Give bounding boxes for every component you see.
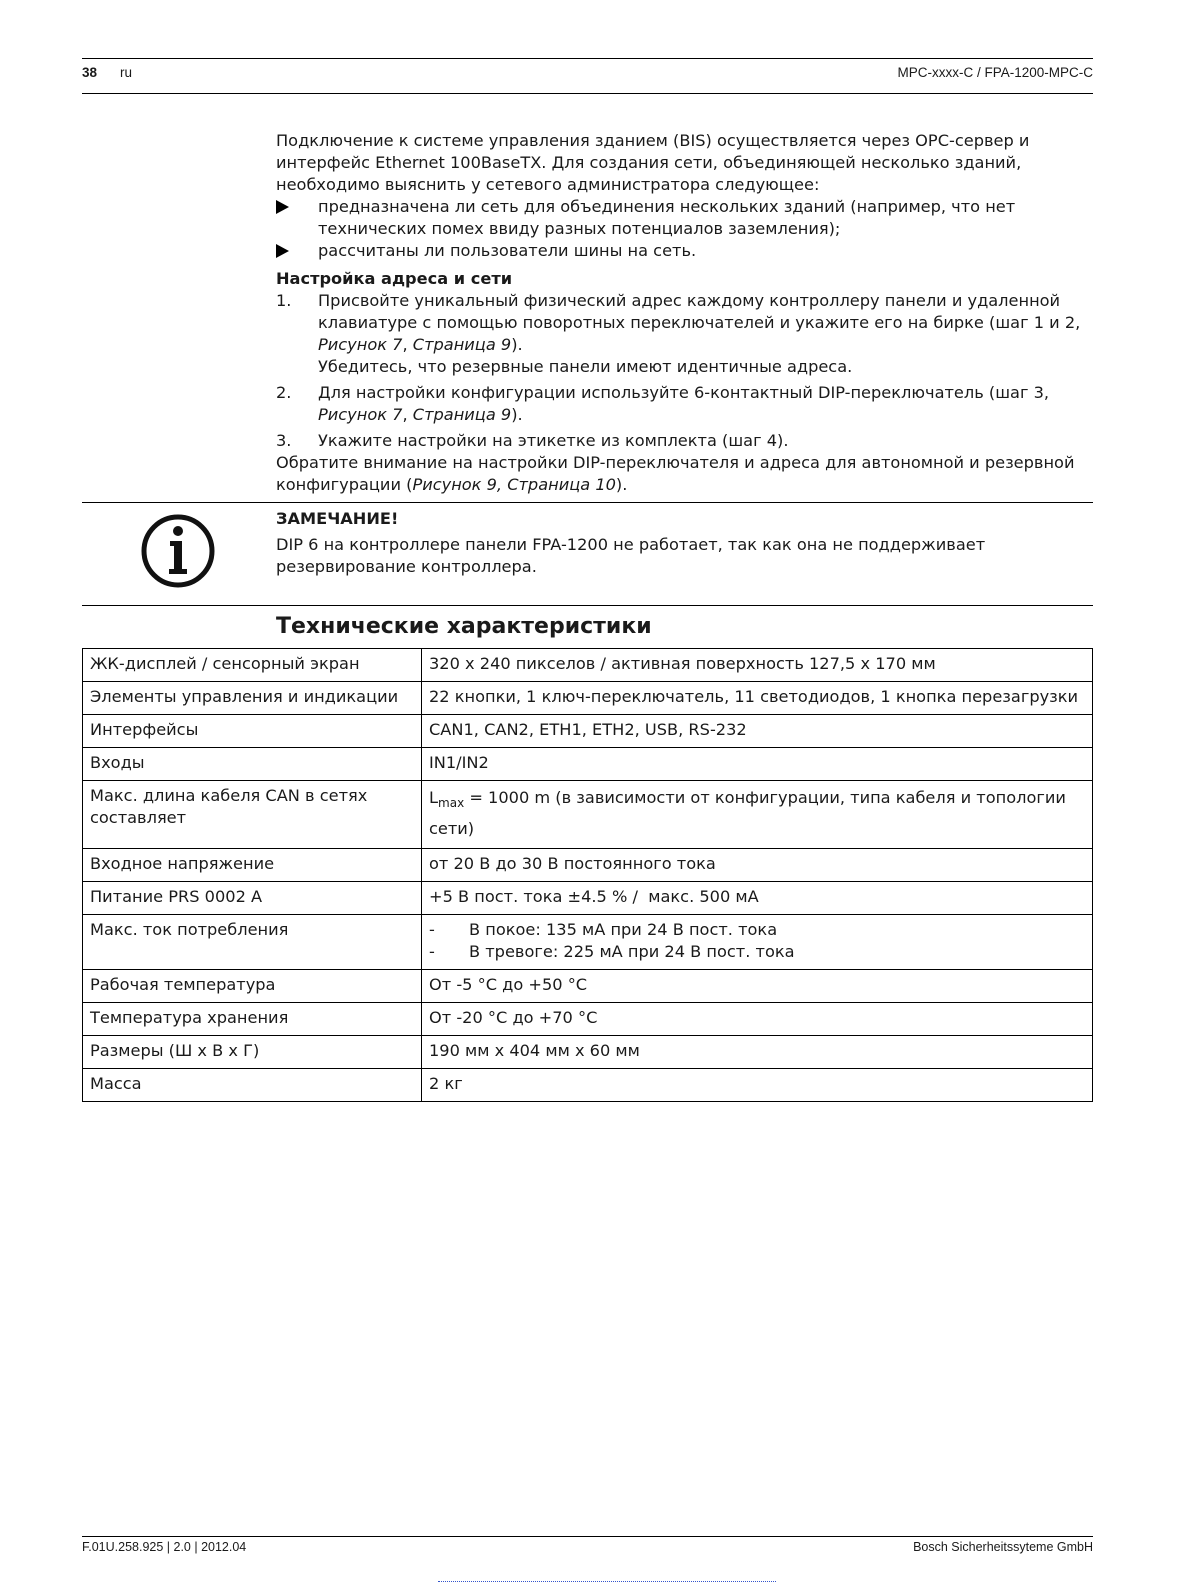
list-item: - В покое: 135 мА при 24 В пост. тока — [429, 920, 778, 940]
figure-ref[interactable]: Рисунок 7 — [318, 405, 403, 424]
header-page-number: 38 — [82, 65, 98, 80]
table-row: Макс. ток потребления - В покое: 135 мА при 24 В пост. тока - В тревоге: 225 мА при 24 В пост. тока — [83, 915, 1093, 970]
table-row: ЖК-дисплей / сенсорный экран 320 x 240 пикселов / активная поверхность 127,5 x 170 мм — [83, 649, 1093, 682]
table-row: Входы IN1/IN2 — [83, 748, 1093, 781]
note-top-rule — [82, 502, 1093, 503]
figure-ref[interactable]: Рисунок 7 — [318, 335, 403, 354]
note-content — [276, 508, 1096, 578]
setup-heading: Настройка адреса и сети — [276, 269, 513, 288]
bullet-item: рассчитаны ли пользователи шины на сеть. — [276, 240, 1096, 262]
step-item: 2. Для настройки конфигурации используйте 6-контактный DIP-переключатель (шаг 3, Рисунок 7, Страница 9). — [276, 383, 1050, 424]
table-row: Рабочая температура От -5 °C до +50 °C — [83, 970, 1093, 1003]
setup-closing: Обратите внимание на настройки DIP-переключателя и адреса для автономной и резервной конфигурации (Рисунок 9, Страница 10). — [276, 453, 1075, 494]
note-bottom-rule — [82, 605, 1093, 606]
current-list — [429, 919, 1085, 963]
bullet-arrow-icon — [276, 244, 289, 258]
info-icon — [140, 513, 216, 589]
header-top-rule — [82, 58, 1093, 59]
step-extra: Убедитесь, что резервные панели имеют идентичные адреса. — [318, 357, 853, 376]
table-row: Интерфейсы CAN1, CAN2, ETH1, ETH2, USB, RS-232 — [83, 715, 1093, 748]
header-bottom-rule — [82, 93, 1093, 94]
table-row: Макс. длина кабеля CAN в сетях составляет $L_{max} = 1000$ m (в зависимости от конфигурации, типа кабеля и топологии сети) — [83, 781, 1093, 849]
intro-bullet-list — [276, 196, 1096, 262]
header-doc-title: MPC-xxxx-C / FPA-1200-MPC-C — [897, 65, 1093, 80]
page-ref[interactable]: Страница 9 — [412, 335, 512, 354]
figure-page-ref[interactable]: Рисунок 9, Страница 10 — [412, 475, 616, 494]
intro-section — [276, 130, 1096, 496]
table-row: Масса 2 кг — [83, 1069, 1093, 1102]
step-item: 3. Укажите настройки на этикетке из комплекта (шаг 4). — [276, 431, 789, 450]
bullet-item: предназначена ли сеть для объединения нескольких зданий (например, что нет технических помех ввиду разных потенциалов заземления); — [276, 196, 1096, 240]
bullet-arrow-icon — [276, 200, 289, 214]
list-item: - В тревоге: 225 мА при 24 В пост. тока — [429, 942, 795, 962]
footer-company: Bosch Sicherheitssyteme GmbH — [913, 1540, 1093, 1554]
footer-rule — [82, 1536, 1093, 1537]
header-language: ru — [120, 65, 133, 80]
specs-table — [82, 648, 1093, 1102]
page-ref[interactable]: Страница 9 — [412, 405, 512, 424]
footer-doc-id: F.01U.258.925 | 2.0 | 2012.04 — [82, 1540, 247, 1554]
specs-title: Технические характеристики — [276, 614, 652, 639]
note-text: DIP 6 на контроллере панели FPA-1200 не работает, так как она не поддерживает резервирование контроллера. — [276, 535, 986, 576]
table-row: Температура хранения От -20 °C до +70 °C — [83, 1003, 1093, 1036]
table-row: Питание PRS 0002 A +5 В пост. тока ±4.5 % / макс. 500 мА — [83, 882, 1093, 915]
step-item: 1. Присвойте уникальный физический адрес каждому контроллеру панели и удаленной клавиатуре с помощью поворотных переключателей и укажите его на бирке (шаг 1 и 2, Рисунок 7, Страница 9). Убедитесь, что резервные панели имеют идентичные адреса. — [276, 290, 1096, 378]
note-title: ЗАМЕЧАНИЕ! — [276, 509, 399, 528]
intro-paragraph: Подключение к системе управления зданием (BIS) осуществляется через OPC-сервер и интерфейс Ethernet 100BaseTX. Для создания сети, объединяющей несколько зданий, необходимо выяснить у сетевого администратора следующее: — [276, 131, 1030, 194]
table-row: Размеры (Ш x В x Г) 190 мм x 404 мм x 60 мм — [83, 1036, 1093, 1069]
table-row: Входное напряжение от 20 В до 30 В постоянного тока — [83, 849, 1093, 882]
setup-steps — [276, 290, 1096, 452]
table-row: Элементы управления и индикации 22 кнопки, 1 ключ-переключатель, 11 светодиодов, 1 кнопка перезагрузки — [83, 682, 1093, 715]
page-divider — [438, 1581, 776, 1582]
